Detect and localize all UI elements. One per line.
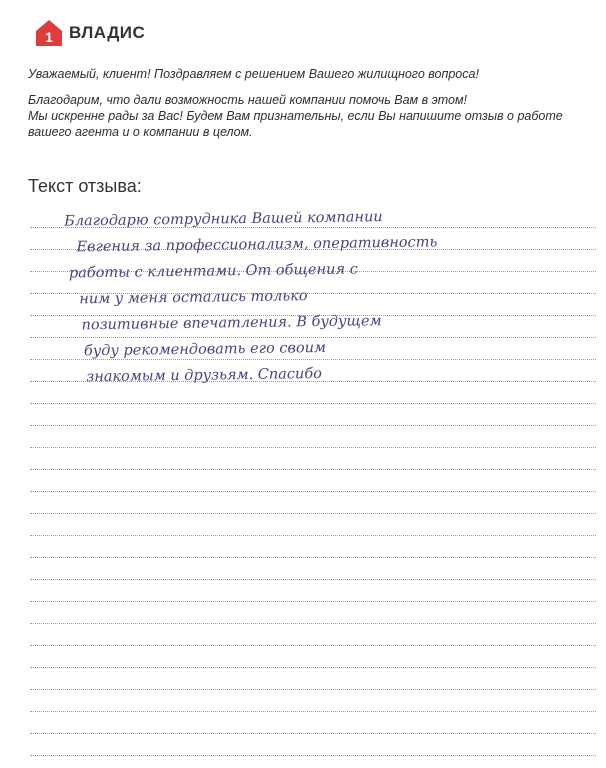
ruled-line xyxy=(30,492,596,514)
handwritten-line: знакомым и друзьям. Спасибо xyxy=(86,365,323,386)
logo-number: 1 xyxy=(45,29,53,45)
ruled-line xyxy=(30,536,596,558)
handwritten-line: Благодарю сотрудника Вашей компании xyxy=(64,209,383,230)
brand-name: ВЛАДИС xyxy=(69,23,146,42)
ruled-line xyxy=(30,712,596,734)
handwritten-line: работы с клиентами. От общения с xyxy=(68,261,358,282)
ruled-line xyxy=(30,646,596,668)
review-title: Текст отзыва: xyxy=(28,176,142,196)
ruled-line xyxy=(30,514,596,536)
intro-thanks: Благодарим, что дали возможность нашей компании помочь Вам в этом! xyxy=(28,93,468,107)
ruled-line xyxy=(30,690,596,712)
ruled-line xyxy=(30,426,596,448)
ruled-line xyxy=(30,734,596,756)
handwritten-line: ним у меня остались только xyxy=(79,288,308,308)
handwritten-line: Евгения за профессионализм, оперативность xyxy=(76,234,438,256)
intro-greeting: Уважаемый, клиент! Поздравляем с решением Вашего жилищного вопроса! xyxy=(28,67,479,81)
ruled-line xyxy=(30,558,596,580)
intro-request: Мы искренне рады за Вас! Будем Вам признательны, если Вы напишите отзыв о работе xyxy=(28,109,563,123)
handwritten-line: позитивные впечатления. В будущем xyxy=(81,313,382,334)
brand-logo xyxy=(34,18,145,48)
intro-request-cont: вашего агента и о компании в целом. xyxy=(28,125,253,139)
handwritten-review xyxy=(34,201,606,391)
handwritten-line: буду рекомендовать его своим xyxy=(83,339,327,360)
ruled-line xyxy=(30,580,596,602)
intro-text xyxy=(28,66,588,140)
ruled-line xyxy=(30,668,596,690)
ruled-line xyxy=(30,624,596,646)
ruled-line xyxy=(30,404,596,426)
ruled-line xyxy=(30,470,596,492)
house-logo-icon xyxy=(34,18,64,48)
ruled-line xyxy=(30,602,596,624)
ruled-line xyxy=(30,448,596,470)
